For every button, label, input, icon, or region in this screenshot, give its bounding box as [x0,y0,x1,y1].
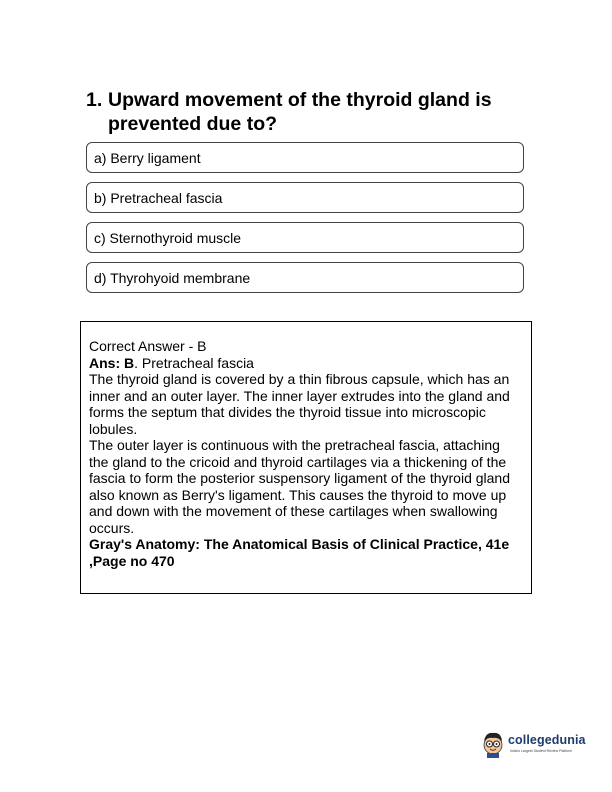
answer-text: . Pretracheal fascia [134,354,254,371]
option-b[interactable] [86,182,524,213]
reference-citation: Gray's Anatomy: The Anatomical Basis of Clinical Practice, 41e ,Page no 470 [89,536,510,569]
option-label: c) Sternothyroid muscle [94,230,242,246]
answer-explanation-box [80,321,532,594]
option-c[interactable] [86,222,524,253]
explanation-paragraph-2: The outer layer is continuous with the pretracheal fascia, attaching the gland to the cricoid and thyroid cartilages via a thickening of the fascia to form the posterior suspensory ligament of the thyroid gland also known as Berry's ligament. This causes the thyroid to move up and down with the movement of these cartilages when swallowing occurs. [89,437,510,536]
correct-answer: Correct Answer - B [89,338,207,354]
option-label: d) Thyrohyoid membrane [94,270,251,286]
question-number: 1. [86,89,103,111]
mascot-icon [480,730,506,758]
option-d[interactable] [86,262,524,293]
option-label: b) Pretracheal fascia [94,190,223,206]
explanation-paragraph-1: The thyroid gland is covered by a thin fibrous capsule, which has an inner and an outer layer. The inner layer extrudes into the gland and forms the septum that divides the thyroid tissue into microscopic lobules. [89,371,510,437]
question-text-line1: Upward movement of the thyroid gland is [108,89,492,111]
question-heading [86,88,526,136]
answer-prefix: Ans: B [89,354,135,371]
answer-line [89,355,523,372]
option-label: a) Berry ligament [94,150,201,166]
logo-tagline: India's Largest Student Review Platform [510,749,573,753]
option-a[interactable] [86,142,524,173]
question-text-line2: prevented due to? [108,113,278,135]
collegedunia-logo [480,730,600,760]
logo-brand-text: collegedunia [508,733,586,747]
